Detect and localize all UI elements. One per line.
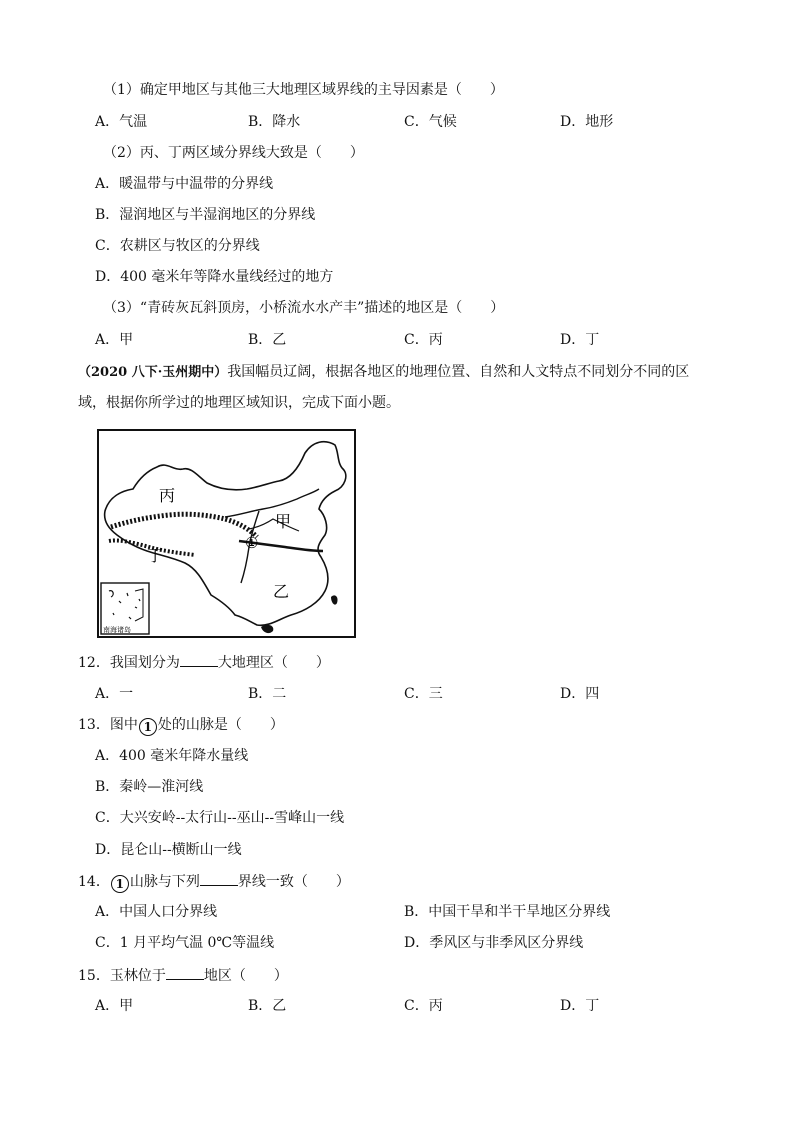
q12-pre: 我国划分为 xyxy=(109,655,180,671)
q14-post: 界线一致（ ） xyxy=(237,874,350,890)
q1-stem: （1）确定甲地区与其他三大地理区域界线的主导因素是（ ） xyxy=(103,82,504,98)
q12-post: 大地理区（ ） xyxy=(217,655,330,671)
q14-option-d[interactable]: D．季风区与非季风区分界线 xyxy=(404,935,584,951)
q2-option-b[interactable]: B．湿润地区与半湿润地区的分界线 xyxy=(95,207,316,223)
q13-number: 13． xyxy=(78,717,110,733)
q15-option-d[interactable]: D．丁 xyxy=(560,998,600,1014)
q12-option-b[interactable]: B．二 xyxy=(248,686,287,702)
label-yi: 乙 xyxy=(273,582,290,601)
q14-number: 14． xyxy=(78,874,110,890)
label-bing: 丙 xyxy=(159,486,176,505)
hainan-island xyxy=(261,625,273,633)
q13-option-c[interactable]: C．大兴安岭--太行山--巫山--雪峰山一线 xyxy=(95,810,345,826)
taiwan-island xyxy=(331,595,338,604)
q13-option-a[interactable]: A．400 毫米年降水量线 xyxy=(95,748,249,764)
inset-label: 南海诸岛 xyxy=(103,626,131,634)
q2-option-c[interactable]: C．农耕区与牧区的分界线 xyxy=(95,238,260,254)
q15-pre: 玉林位于 xyxy=(109,968,166,984)
q12-blank[interactable] xyxy=(180,652,218,667)
q3-option-a[interactable]: A．甲 xyxy=(95,332,134,348)
label-ding: 丁 xyxy=(147,546,164,565)
q12-option-d[interactable]: D．四 xyxy=(560,686,600,702)
q1-option-b[interactable]: B．降水 xyxy=(248,114,301,130)
q3-option-c[interactable]: C．丙 xyxy=(404,332,443,348)
q13-post: 处的山脉是（ ） xyxy=(157,717,284,733)
q12-option-a[interactable]: A．一 xyxy=(95,686,134,702)
q13-stem xyxy=(78,715,284,736)
q14-pre: 山脉与下列 xyxy=(129,874,200,890)
intro-source: （2020 八下·玉州期中） xyxy=(78,365,228,380)
intro-line-2: 域，根据你所学过的地理区域知识，完成下面小题。 xyxy=(78,395,400,411)
q1-option-c[interactable]: C．气候 xyxy=(404,114,457,130)
china-map-drawing xyxy=(99,431,354,636)
q2-option-a[interactable]: A．暖温带与中温带的分界线 xyxy=(95,176,274,192)
q3-option-d[interactable]: D．丁 xyxy=(560,332,600,348)
intro-line-1 xyxy=(78,362,689,383)
q1-option-d[interactable]: D．地形 xyxy=(560,114,614,130)
q13-option-d[interactable]: D．昆仑山--横断山一线 xyxy=(95,842,242,858)
q15-number: 15． xyxy=(78,968,110,984)
china-regions-map xyxy=(97,429,356,638)
q13-option-b[interactable]: B．秦岭—淮河线 xyxy=(95,779,204,795)
q12-stem xyxy=(78,652,330,673)
q15-post: 地区（ ） xyxy=(203,968,288,984)
q14-circle-number: 1 xyxy=(111,875,129,893)
q14-blank[interactable] xyxy=(200,871,238,886)
q2-option-d[interactable]: D．400 毫米年等降水量线经过的地方 xyxy=(95,269,334,285)
q3-option-b[interactable]: B．乙 xyxy=(248,332,287,348)
q15-stem xyxy=(78,965,288,986)
label-jia: 甲 xyxy=(275,512,292,531)
q3-stem: （3）“青砖灰瓦斜顶房，小桥流水水产丰”描述的地区是（ ） xyxy=(103,300,505,316)
q15-option-c[interactable]: C．丙 xyxy=(404,998,443,1014)
kunlun-mountain-band xyxy=(111,514,257,537)
q2-stem: （2）丙、丁两区域分界线大致是（ ） xyxy=(103,145,364,161)
q14-option-b[interactable]: B．中国干旱和半干旱地区分界线 xyxy=(404,904,611,920)
q1-option-a[interactable]: A．气温 xyxy=(95,114,148,130)
q15-blank[interactable] xyxy=(166,965,204,980)
q15-option-a[interactable]: A．甲 xyxy=(95,998,134,1014)
q14-stem xyxy=(78,871,350,893)
q12-option-c[interactable]: C．三 xyxy=(404,686,443,702)
q14-option-a[interactable]: A．中国人口分界线 xyxy=(95,904,218,920)
q14-option-c[interactable]: C．1 月平均气温 0℃等温线 xyxy=(95,935,275,951)
q13-circle-number: 1 xyxy=(139,718,157,736)
intro-text-1: 我国幅员辽阔，根据各地区的地理位置、自然和人文特点不同划分不同的区 xyxy=(227,364,690,380)
q12-number: 12． xyxy=(78,655,110,671)
boundary-north xyxy=(225,489,319,517)
q15-option-b[interactable]: B．乙 xyxy=(248,998,287,1014)
label-circle-one: ① xyxy=(245,534,259,552)
q13-pre: 图中 xyxy=(109,717,138,733)
